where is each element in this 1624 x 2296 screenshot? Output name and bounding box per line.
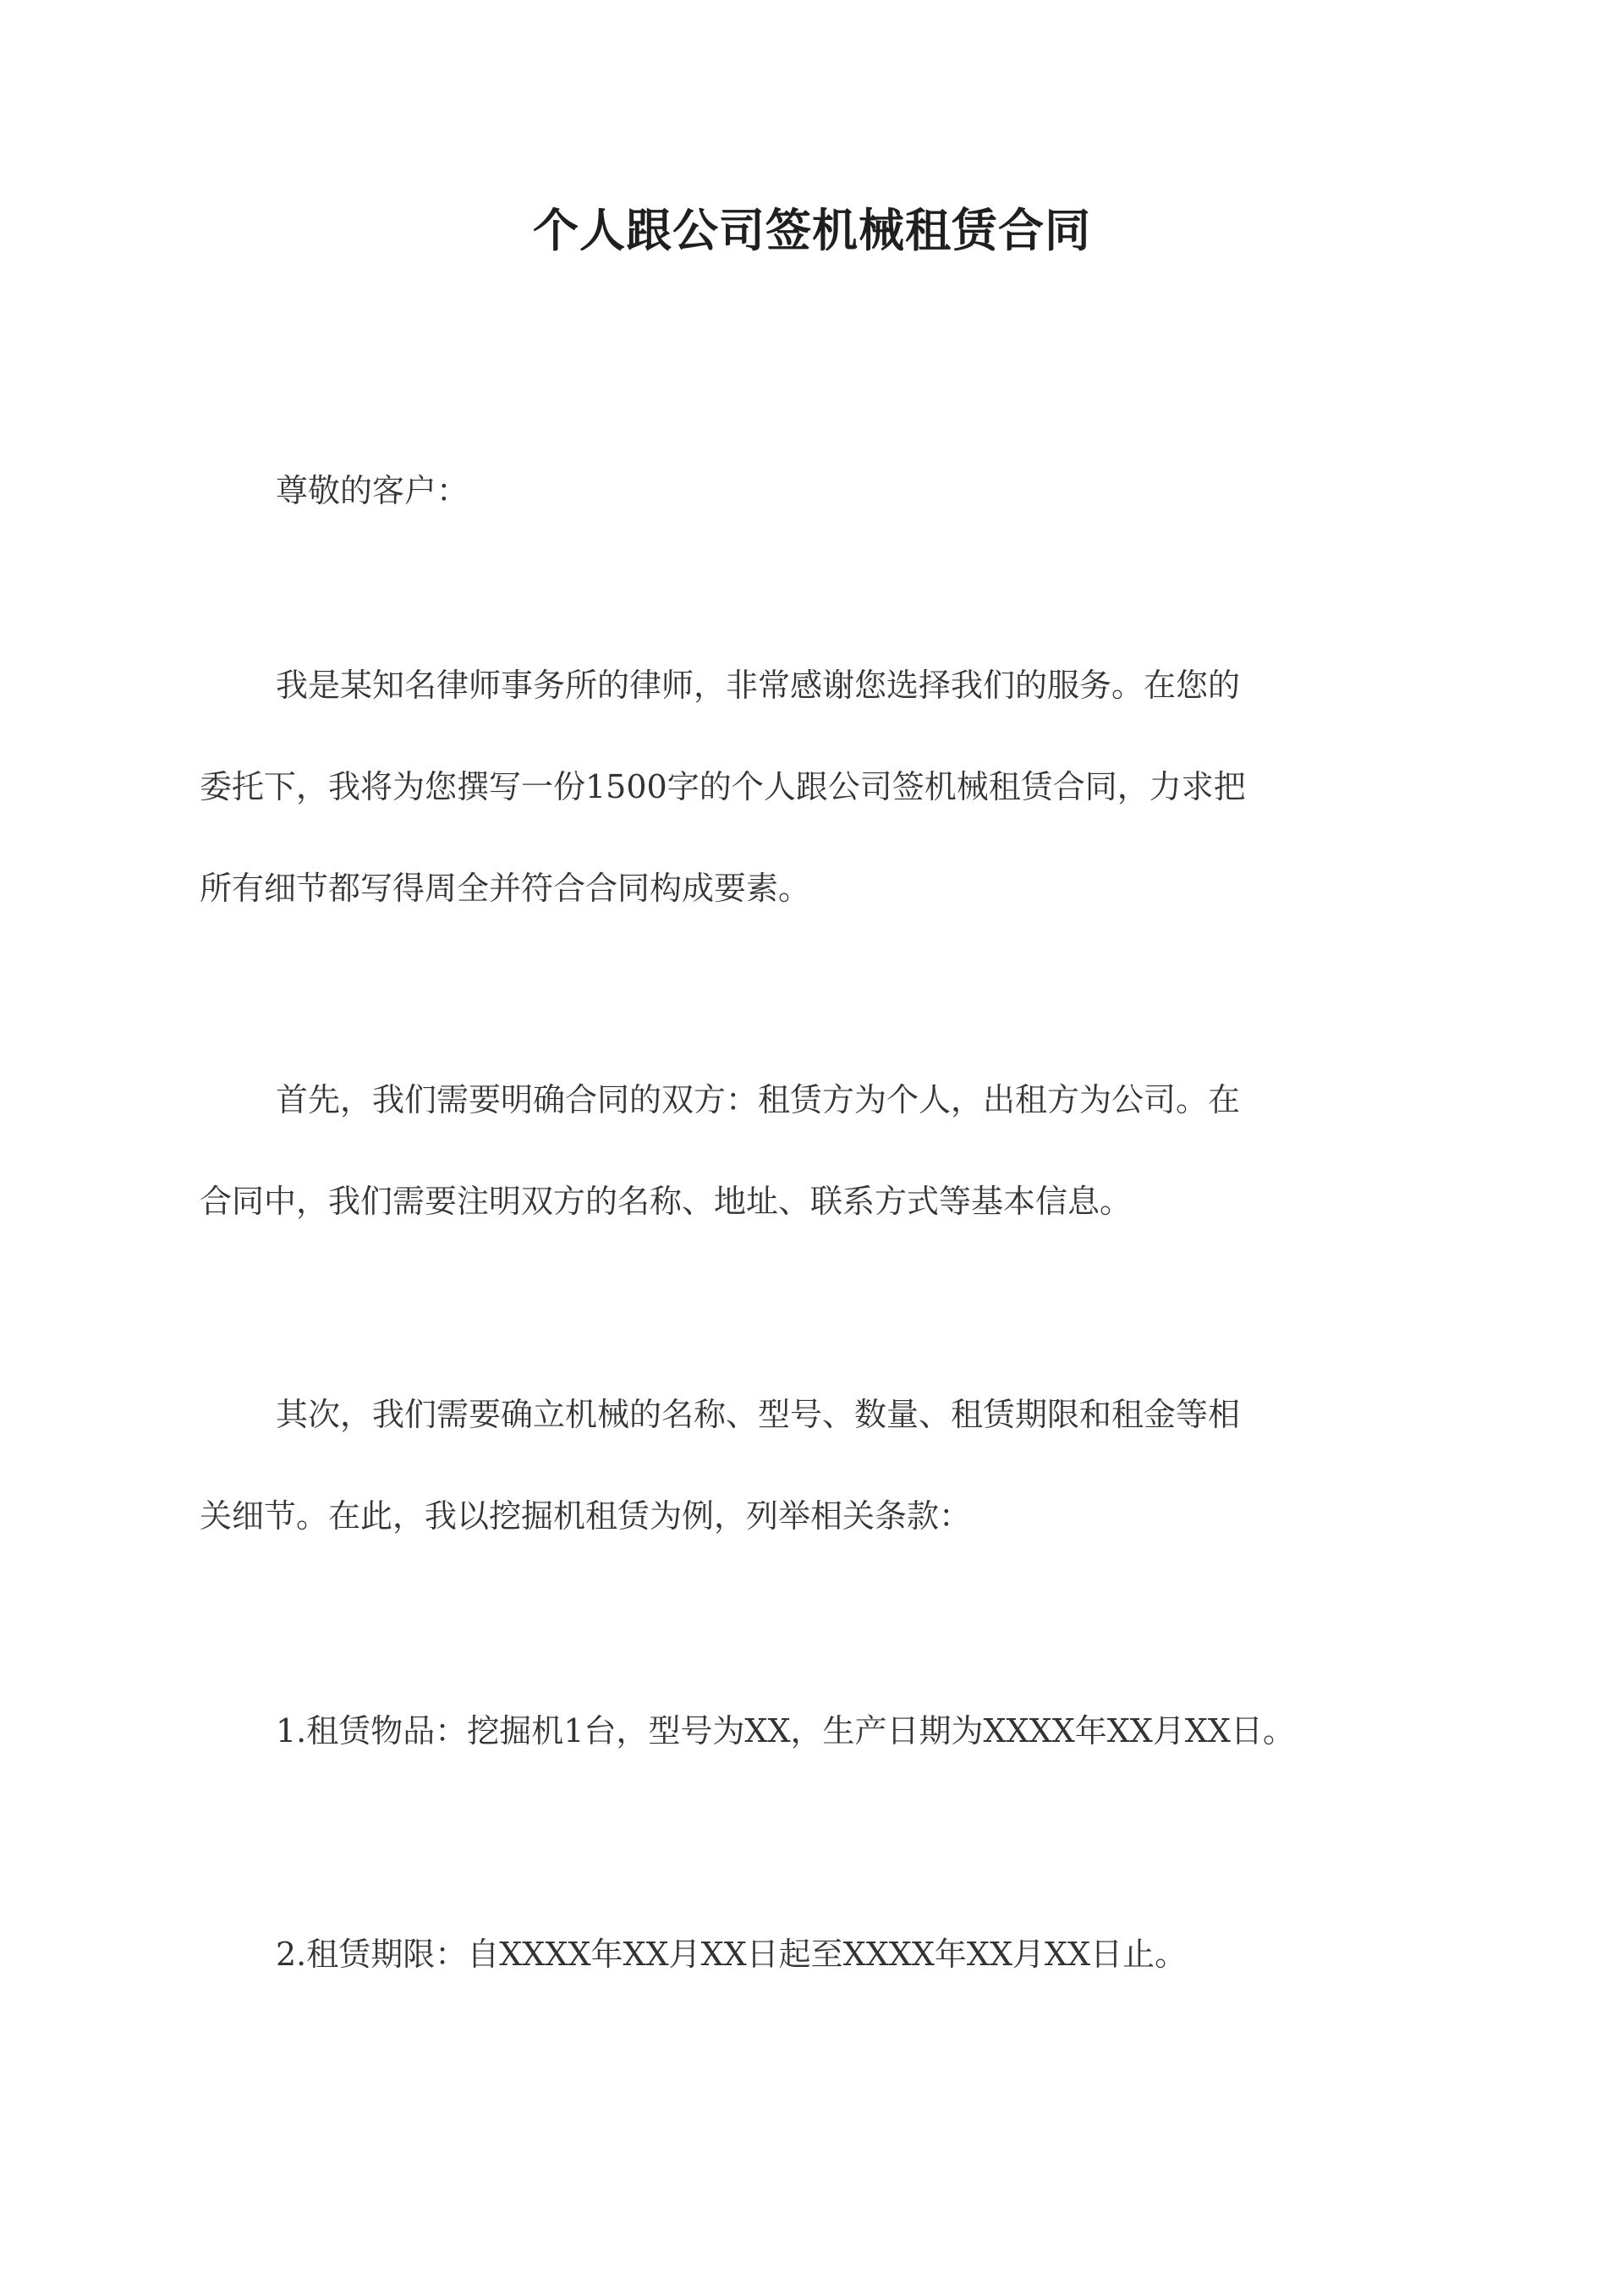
paragraph-line: 所有细节都写得周全并符合合同构成要素。 [200, 870, 811, 907]
paragraph-line: 委托下，我将为您撰写一份1500字的个人跟公司签机械租赁合同，力求把 [200, 768, 1246, 805]
document-title: 个人跟公司签机械租赁合同 [533, 203, 1091, 257]
paragraph-line: 我是某知名律师事务所的律师，非常感谢您选择我们的服务。在您的 [276, 667, 1241, 704]
paragraph-line: 合同中，我们需要注明双方的名称、地址、联系方式等基本信息。 [200, 1183, 1133, 1220]
clause-text: 1.租赁物品：挖掘机1台，型号为XX，生产日期为XXXX年XX月XX日。 [276, 1712, 1295, 1749]
paragraph-parties [200, 1049, 1426, 1252]
paragraph-details [200, 1364, 1426, 1567]
salutation [200, 440, 1426, 541]
paragraph-line: 其次，我们需要确立机械的名称、型号、数量、租赁期限和租金等相 [276, 1396, 1241, 1433]
paragraph-line: 关细节。在此，我以挖掘机租赁为例，列举相关条款： [200, 1497, 972, 1535]
clause-item [200, 1903, 1426, 2005]
salutation-text: 尊敬的客户： [276, 472, 469, 509]
clause-text: 2.租赁期限：自XXXX年XX月XX日起至XXXX年XX月XX日止。 [276, 1936, 1188, 1973]
clause-item [200, 1680, 1426, 1782]
paragraph-intro [200, 634, 1426, 939]
paragraph-line: 首先，我们需要明确合同的双方：租赁方为个人，出租方为公司。在 [276, 1081, 1241, 1118]
